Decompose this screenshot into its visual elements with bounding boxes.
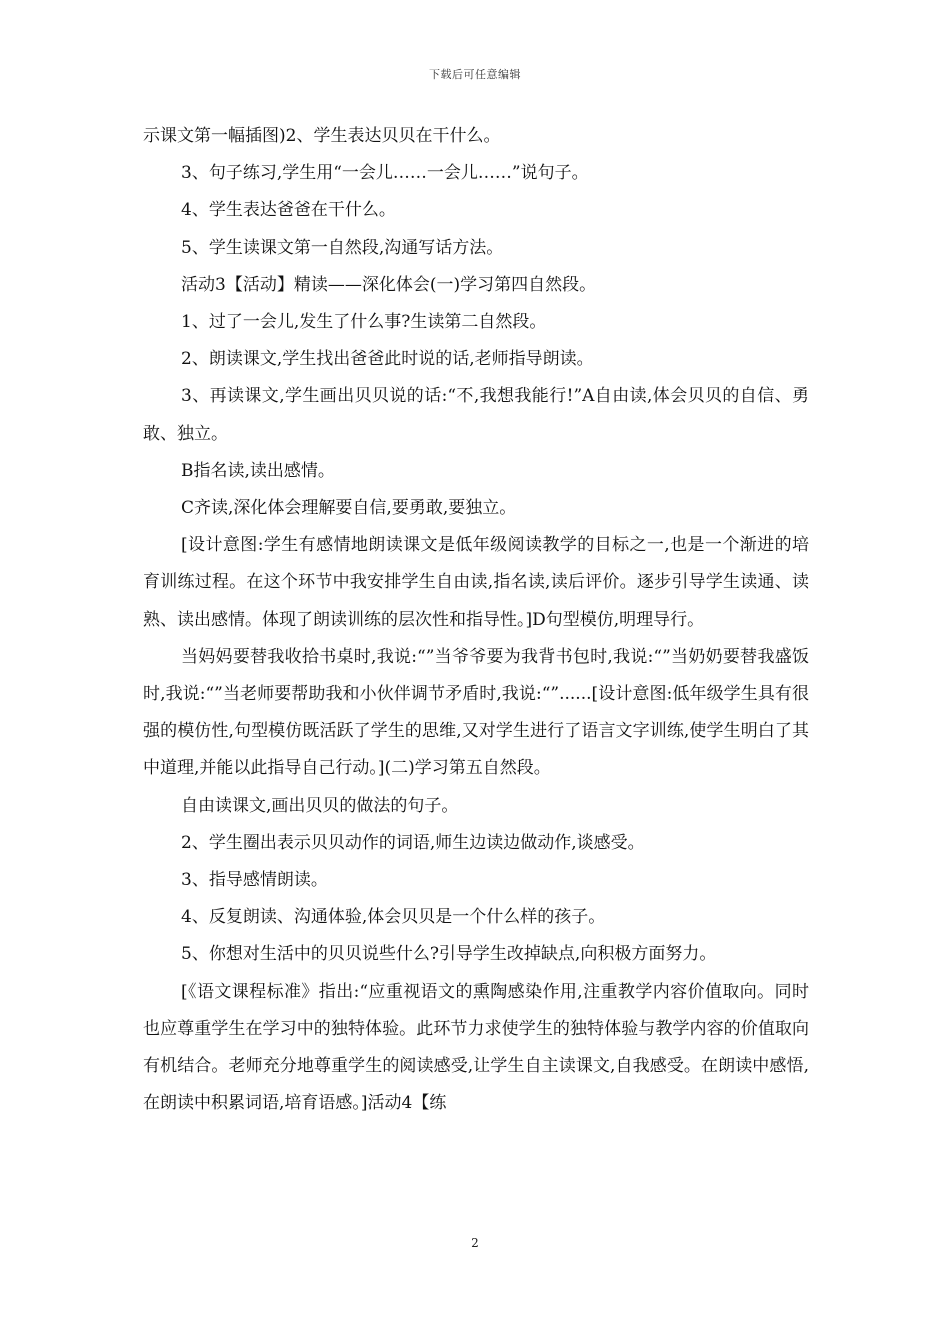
paragraph: 4、学生表达爸爸在干什么。 [181,200,396,221]
paragraph: 4、反复朗读、沟通体验,体会贝贝是一个什么样的孩子。 [181,907,606,928]
paragraph: 2、朗读课文,学生找出爸爸此时说的话,老师指导朗读。 [181,349,594,370]
paragraph: 自由读课文,画出贝贝的做法的句子。 [181,795,459,816]
paragraph: 2、学生圈出表示贝贝动作的词语,师生边读边做动作,谈感受。 [181,832,645,853]
page-number: 2 [471,1236,479,1250]
paragraph: 当妈妈要替我收拾书桌时,我说:“”当爷爷要为我背书包时,我说:“”当奶奶要替我盛饭时,我说:“”当老师要帮助我和小伙伴调节矛盾时,我说:“”......[设计意图:低年级学生具有很强的模仿性,句型模仿既活跃了学生的思维,又对学生进行了语言文字训练,使学生明白了其中道理,并能以此指导自己行动。](二)学习第五自然段。 [143,646,809,779]
paragraph: 3、句子练习,学生用“一会儿……一会儿……”说句子。 [181,163,589,184]
paragraph: 活动3【活动】精读——深化体会(一)学习第四自然段。 [181,274,597,295]
paragraph: C齐读,深化体会理解要自信,要勇敢,要独立。 [181,498,517,519]
document-body [143,118,809,1122]
paragraph: 3、再读课文,学生画出贝贝说的话:“不,我想我能行!”A自由读,体会贝贝的自信、勇敢、独立。 [143,386,809,444]
paragraph: 1、过了一会儿,发生了什么事?生读第二自然段。 [181,312,547,333]
paragraph: 示课文第一幅插图)2、学生表达贝贝在干什么。 [143,126,501,146]
paragraph: 5、学生读课文第一自然段,沟通写话方法。 [181,237,504,258]
paragraph: [设计意图:学生有感情地朗读课文是低年级阅读教学的目标之一,也是一个渐进的培育训练过程。在这个环节中我安排学生自由读,指名读,读后评价。逐步引导学生读通、读熟、读出感情。体现了朗读训练的层次性和指导性。]D句型模仿,明理导行。 [143,535,809,630]
paragraph: [《语文课程标准》指出:“应重视语文的熏陶感染作用,注重教学内容价值取向。同时也应尊重学生在学习中的独特体验。此环节力求使学生的独特体验与教学内容的价值取向有机结合。老师充分地尊重学生的阅读感受,让学生自主读课文,自我感受。在朗读中感悟,在朗读中积累词语,培育语感。]活动4【练 [143,981,809,1114]
paragraph: 5、你想对生活中的贝贝说些什么?引导学生改掉缺点,向积极方面努力。 [181,944,717,965]
paragraph: B指名读,读出感情。 [181,460,335,481]
page-header: 下载后可任意编辑 [429,68,521,81]
paragraph: 3、指导感情朗读。 [181,870,328,891]
